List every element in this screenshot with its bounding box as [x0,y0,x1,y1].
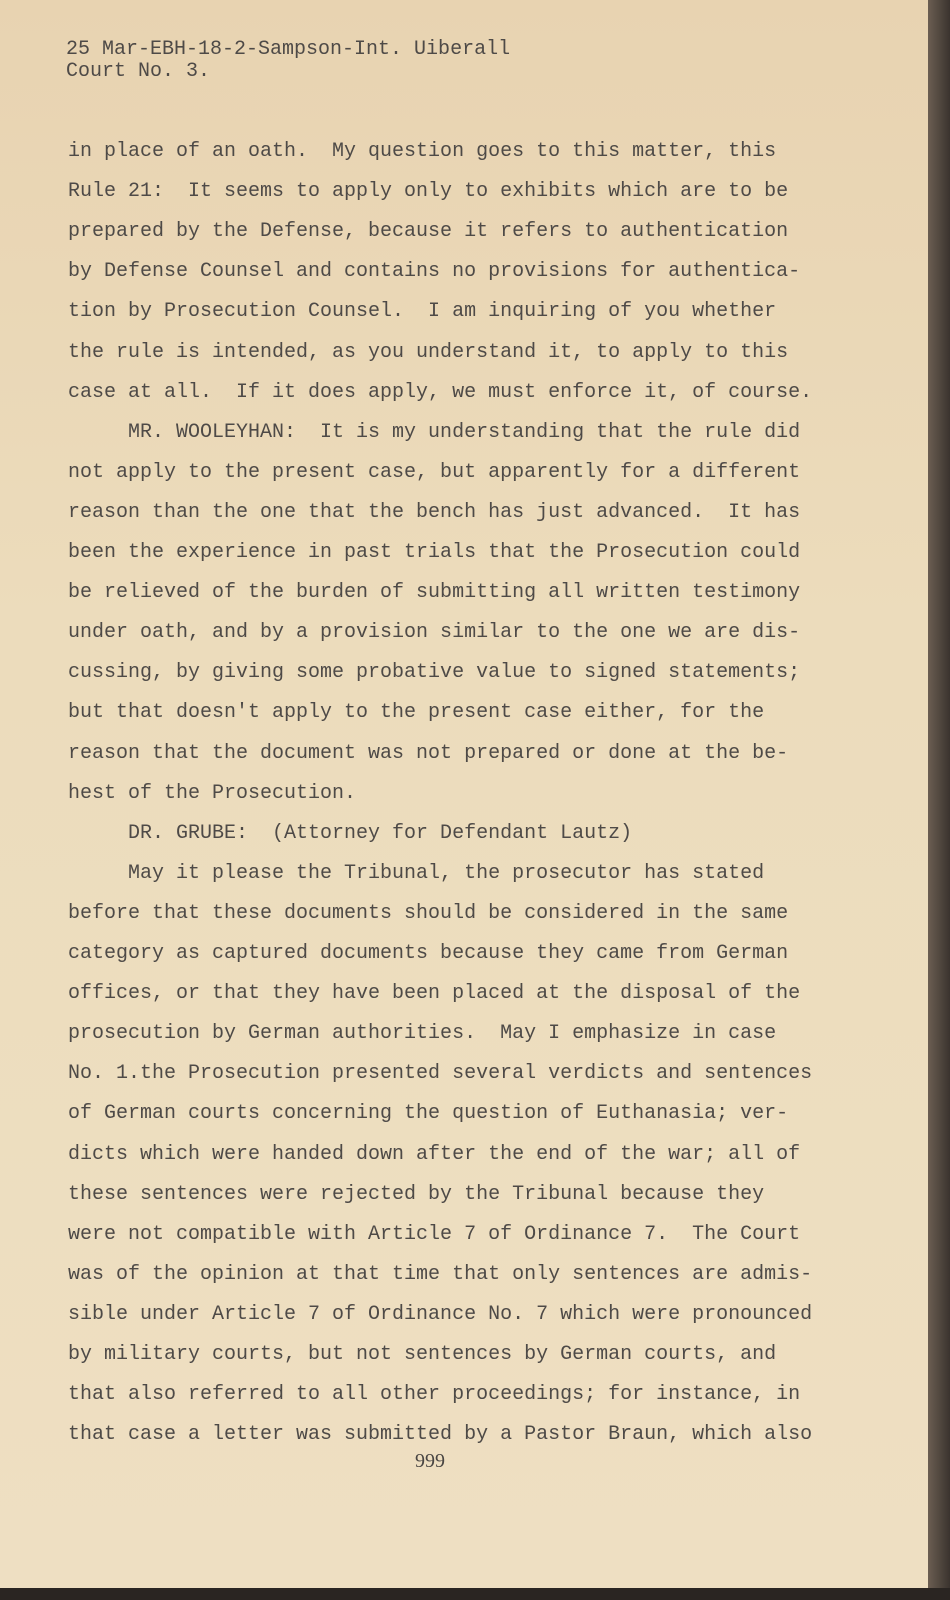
scan-border [0,1588,950,1600]
text-line: in place of an oath. My question goes to this matter, this [68,140,777,163]
text-line: reason that the document was not prepared or done at the be- [68,741,789,765]
text-line: May it please the Tribunal, the prosecutor has stated [68,861,765,885]
header-line: Court No. 3. [66,60,211,83]
text-line: offices, or that they have been placed at the disposal of the [68,982,801,1006]
text-line: that also referred to all other proceedings; for instance, in [68,1383,801,1407]
text-line: under oath, and by a provision similar to the one we are dis- [68,621,801,645]
text-line: hest of the Prosecution. [68,781,357,805]
text-line: No. 1.the Prosecution presented several verdicts and sentences [68,1062,813,1086]
text-line: dicts which were handed down after the end of the war; all of [68,1142,801,1166]
text-line: but that doesn't apply to the present case either, for the [68,701,765,725]
text-line: prepared by the Defense, because it refers to authentication [68,220,789,244]
text-line: sible under Article 7 of Ordinance No. 7 which were pronounced [68,1302,813,1326]
text-line: category as captured documents because they came from German [68,942,789,965]
text-line: reason than the one that the bench has just advanced. It has [68,500,801,524]
text-line: been the experience in past trials that the Prosecution could [68,541,801,564]
page-number: 999 [415,1450,445,1472]
text-line: before that these documents should be considered in the same [68,901,789,925]
header-line: 25 Mar-EBH-18-2-Sampson-Int. Uiberall [66,38,511,61]
page-edge-shadow [928,0,950,1600]
text-line: by military courts, but not sentences by German courts, and [68,1343,777,1366]
text-line: DR. GRUBE: (Attorney for Defendant Lautz) [68,821,633,845]
text-line: was of the opinion at that time that only sentences are admis- [68,1262,813,1286]
text-line: case at all. If it does apply, we must enforce it, of course. [68,380,813,404]
text-line: MR. WOOLEYHAN: It is my understanding that the rule did [68,420,801,444]
text-line: the rule is intended, as you understand it, to apply to this [68,340,789,364]
text-line: by Defense Counsel and contains no provisions for authentica- [68,260,801,284]
text-line: be relieved of the burden of submitting all written testimony [68,581,801,605]
text-line: were not compatible with Article 7 of Ordinance 7. The Court [68,1222,801,1246]
text-line: of German courts concerning the question of Euthanasia; ver- [68,1102,789,1126]
text-line: these sentences were rejected by the Tribunal because they [68,1182,765,1206]
text-line: Rule 21: It seems to apply only to exhibits which are to be [68,180,789,204]
text-line: cussing, by giving some probative value to signed statements; [68,661,801,685]
text-line: tion by Prosecution Counsel. I am inquiring of you whether [68,300,777,324]
text-line: not apply to the present case, but apparently for a different [68,460,801,484]
text-line: prosecution by German authorities. May I emphasize in case [68,1022,777,1046]
text-line: that case a letter was submitted by a Pastor Braun, which also [68,1423,813,1447]
